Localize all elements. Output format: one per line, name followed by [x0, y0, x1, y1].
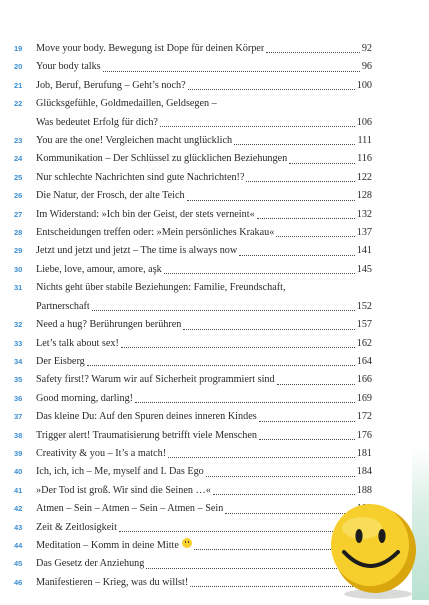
smiley-icon: [322, 494, 429, 600]
dot-leader: [289, 162, 355, 164]
chapter-title: Let’s talk about sex!: [36, 337, 119, 349]
toc-entry: [14, 169, 372, 187]
toc-entry: [14, 206, 372, 224]
chapter-number: 22: [14, 99, 23, 109]
chapter-title: Trigger alert! Traumatisierung betrifft viele Menschen: [36, 429, 257, 441]
page-number: 116: [357, 153, 372, 165]
chapter-number: 19: [14, 44, 23, 53]
dot-leader: [266, 51, 360, 53]
chapter-number: 33: [14, 338, 23, 348]
chapter-number: 34: [14, 356, 23, 366]
toc-entry: [14, 371, 372, 389]
chapter-title: Atmen – Sein – Atmen – Sein – Atmen – Sein: [36, 503, 224, 515]
chapter-number: 32: [14, 320, 23, 330]
chapter-number: 30: [14, 264, 23, 274]
chapter-number: 36: [14, 393, 23, 403]
table-of-contents: [14, 40, 372, 592]
chapter-title: »Der Tod ist groß. Wir sind die Seinen …«: [36, 484, 211, 496]
page-number: 100: [356, 79, 372, 91]
chapter-number: 39: [14, 448, 23, 458]
toc-entry: [14, 316, 372, 334]
dot-leader: [187, 199, 355, 201]
toc-entry: [14, 353, 372, 371]
chapter-number: 45: [14, 559, 23, 569]
chapter-number: 38: [14, 430, 23, 440]
chapter-number: 25: [14, 172, 23, 182]
chapter-number: 35: [14, 375, 23, 385]
toc-entry: [14, 40, 372, 58]
chapter-number: 31: [14, 283, 23, 293]
page-number: 145: [356, 263, 372, 275]
chapter-number: 43: [14, 522, 23, 532]
page-number: 176: [356, 429, 372, 441]
chapter-title: Zeit & Zeitlosigkeit: [36, 521, 117, 533]
chapter-number: 40: [14, 467, 23, 477]
chapter-title: Kommunikation – Der Schlüssel zu glücklichen Beziehungen: [36, 153, 288, 165]
chapter-title: Nur schlechte Nachrichten sind gute Nachrichten!?: [36, 171, 245, 183]
chapter-title: Das kleine Du: Auf den Spuren deines inneren Kindes: [36, 411, 257, 423]
page-number: 128: [356, 190, 372, 202]
page-number: 106: [356, 116, 372, 128]
chapter-number: 28: [14, 228, 23, 238]
dot-leader: [119, 530, 355, 532]
dot-leader: [259, 438, 355, 440]
chapter-title: Manifestieren – Krieg, was du willst!: [36, 576, 189, 588]
toc-entry: [14, 187, 372, 205]
chapter-title: Die Natur, der Frosch, der alte Teich: [36, 190, 185, 202]
smiley-emoji-icon: [182, 538, 192, 548]
page-number: 137: [356, 227, 372, 239]
chapter-number: 46: [14, 577, 23, 587]
page-number: 164: [356, 355, 372, 367]
dot-leader: [160, 125, 355, 127]
chapter-title: Entscheidungen treffen oder: »Mein persönliches Krakau«: [36, 227, 275, 239]
dot-leader: [103, 70, 360, 72]
chapter-title: Move your body. Bewegung ist Dope für deinen Körper: [36, 43, 265, 54]
dot-leader: [183, 328, 354, 330]
page-number: 162: [356, 337, 372, 349]
page-number: 157: [356, 319, 372, 331]
chapter-number: 37: [14, 412, 23, 422]
dot-leader: [277, 383, 355, 385]
page-number: 92: [361, 43, 372, 54]
chapter-title: Partnerschaft: [36, 300, 90, 312]
dot-leader: [188, 88, 355, 90]
chapter-number: 20: [14, 62, 23, 72]
dot-leader: [135, 401, 355, 403]
toc-entry: [14, 261, 372, 279]
chapter-number: 26: [14, 191, 23, 201]
chapter-title: Jetzt und jetzt und jetzt – The time is always now: [36, 245, 238, 257]
dot-leader: [246, 180, 354, 182]
chapter-title: Was bedeutet Erfolg für dich?: [36, 116, 158, 128]
page-number: 96: [361, 61, 372, 73]
toc-entry: [14, 574, 372, 592]
toc-entry: [14, 408, 372, 426]
page-number: 166: [356, 374, 372, 386]
chapter-number: 42: [14, 504, 23, 514]
page-number: 184: [356, 466, 372, 478]
chapter-title: Job, Beruf, Berufung – Geht’s noch?: [36, 79, 186, 91]
page-number: 141: [356, 245, 372, 257]
dot-leader: [121, 346, 355, 348]
chapter-title: Meditation – Komm in deine Mitte: [36, 539, 179, 551]
toc-entry: [14, 537, 372, 555]
dot-leader: [92, 309, 355, 311]
toc-entry: [14, 132, 372, 150]
page-number: 181: [356, 447, 372, 459]
toc-entry: [14, 463, 372, 481]
dot-leader: [257, 217, 355, 219]
dot-leader: [164, 272, 355, 274]
chapter-title: Ich, ich, ich – Me, myself and I. Das Ego: [36, 466, 204, 478]
chapter-title: Your body talks: [36, 61, 101, 73]
toc-entry: [14, 95, 372, 132]
toc-entry: [14, 555, 372, 573]
chapter-title: You are the one! Vergleichen macht unglücklich: [36, 135, 233, 147]
page-number: 111: [357, 135, 372, 147]
toc-entry: [14, 279, 372, 316]
chapter-title: Safety first!? Warum wir auf Sicherheit programmiert sind: [36, 374, 275, 386]
dot-leader: [206, 475, 355, 477]
chapter-number: 23: [14, 136, 23, 146]
chapter-title: Liebe, love, amour, amore, aşk: [36, 263, 162, 275]
toc-entry: [14, 390, 372, 408]
dot-leader: [234, 143, 355, 145]
toc-entry: [14, 500, 372, 518]
dot-leader: [168, 456, 355, 458]
toc-entry: [14, 335, 372, 353]
page-number: 188: [356, 484, 372, 496]
chapter-number: 29: [14, 246, 23, 256]
chapter-number: 44: [14, 540, 23, 550]
chapter-title: Glücksgefühle, Goldmedaillen, Geldsegen –: [36, 98, 217, 110]
chapter-number: 41: [14, 485, 23, 495]
toc-entry: [14, 77, 372, 95]
chapter-title: Creativity & you – It’s a match!: [36, 447, 167, 459]
chapter-number: 27: [14, 209, 23, 219]
toc-entry: [14, 427, 372, 445]
dot-leader: [276, 235, 354, 237]
toc-entry: [14, 519, 372, 537]
dot-leader: [239, 254, 354, 256]
dot-leader: [259, 420, 355, 422]
toc-entry: [14, 445, 372, 463]
toc-entry: [14, 482, 372, 500]
toc-entry: [14, 58, 372, 76]
dot-leader: [87, 364, 355, 366]
chapter-title: Das Gesetz der Anziehung: [36, 558, 145, 570]
toc-entry: [14, 242, 372, 260]
page-number: 172: [356, 411, 372, 423]
page-number: 152: [356, 300, 372, 312]
page-number: 169: [356, 392, 372, 404]
chapter-title: Der Eisberg: [36, 355, 85, 367]
chapter-number: 21: [14, 80, 23, 90]
chapter-number: 24: [14, 154, 23, 164]
chapter-title: Good morning, darling!: [36, 392, 134, 404]
page-number: 132: [356, 208, 372, 220]
page-number: 122: [356, 171, 372, 183]
chapter-title: Need a hug? Berührungen berühren: [36, 319, 182, 331]
chapter-title: Nichts geht über stabile Beziehungen: Familie, Freundschaft,: [36, 282, 286, 294]
chapter-title: Im Widerstand: »Ich bin der Geist, der stets verneint«: [36, 208, 255, 220]
toc-entry: [14, 150, 372, 168]
toc-entry: [14, 224, 372, 242]
